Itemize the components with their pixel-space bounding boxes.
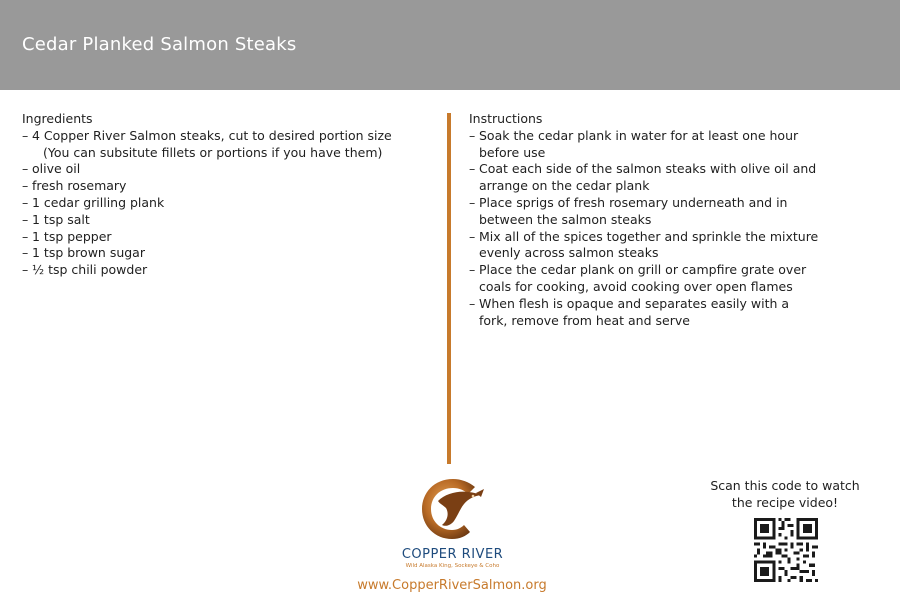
ingredient-item: – 1 tsp salt [22, 212, 432, 229]
ingredients-heading: Ingredients [22, 111, 93, 126]
instruction-step: – Mix all of the spices together and sprinkle the mixture evenly across salmon steaks [469, 229, 849, 263]
instruction-step: – When flesh is opaque and separates easily with a fork, remove from heat and serve [469, 296, 849, 330]
instruction-step: – Soak the cedar plank in water for at least one hour before use [469, 128, 849, 162]
ingredients-list [22, 128, 432, 279]
ingredient-note: (You can subsitute fillets or portions if you have them) [43, 144, 383, 160]
instruction-step: – Place sprigs of fresh rosemary underneath and in between the salmon steaks [469, 195, 849, 229]
instruction-step: – Place the cedar plank on grill or campfire grate over coals for cooking, avoid cooking over open flames [469, 262, 849, 296]
qr-caption-line: the recipe video! [731, 494, 839, 510]
ingredient-item: – ½ tsp chili powder [22, 262, 432, 279]
instructions-list [469, 128, 849, 330]
ingredient-item: – 1 tsp pepper [22, 229, 432, 246]
qr-caption [700, 478, 870, 512]
ingredient-item: – 1 tsp brown sugar [22, 245, 432, 262]
salmon-logo-icon [418, 475, 488, 543]
ingredient-item: – fresh rosemary [22, 178, 432, 195]
section-divider [447, 113, 451, 464]
qr-code-icon[interactable] [754, 518, 818, 582]
recipe-header [0, 0, 900, 90]
instructions-heading: Instructions [469, 111, 543, 126]
logo-tagline: Wild Alaska King, Sockeye & Coho [405, 563, 500, 569]
logo-brand-name: COPPER RIVER [401, 547, 504, 562]
ingredient-item: – olive oil [22, 161, 432, 178]
instructions-section [469, 111, 849, 329]
website-link[interactable]: www.CopperRiverSalmon.org [357, 578, 547, 593]
ingredient-text: 4 Copper River Salmon steaks, cut to desired portion size [32, 127, 392, 143]
copper-river-logo [380, 475, 525, 569]
ingredients-section [22, 111, 432, 279]
ingredient-item: – 1 cedar grilling plank [22, 195, 432, 212]
ingredient-item [22, 128, 432, 162]
recipe-title: Cedar Planked Salmon Steaks [22, 34, 297, 55]
qr-caption-line: Scan this code to watch [710, 478, 860, 493]
instruction-step: – Coat each side of the salmon steaks with olive oil and arrange on the cedar plank [469, 161, 849, 195]
